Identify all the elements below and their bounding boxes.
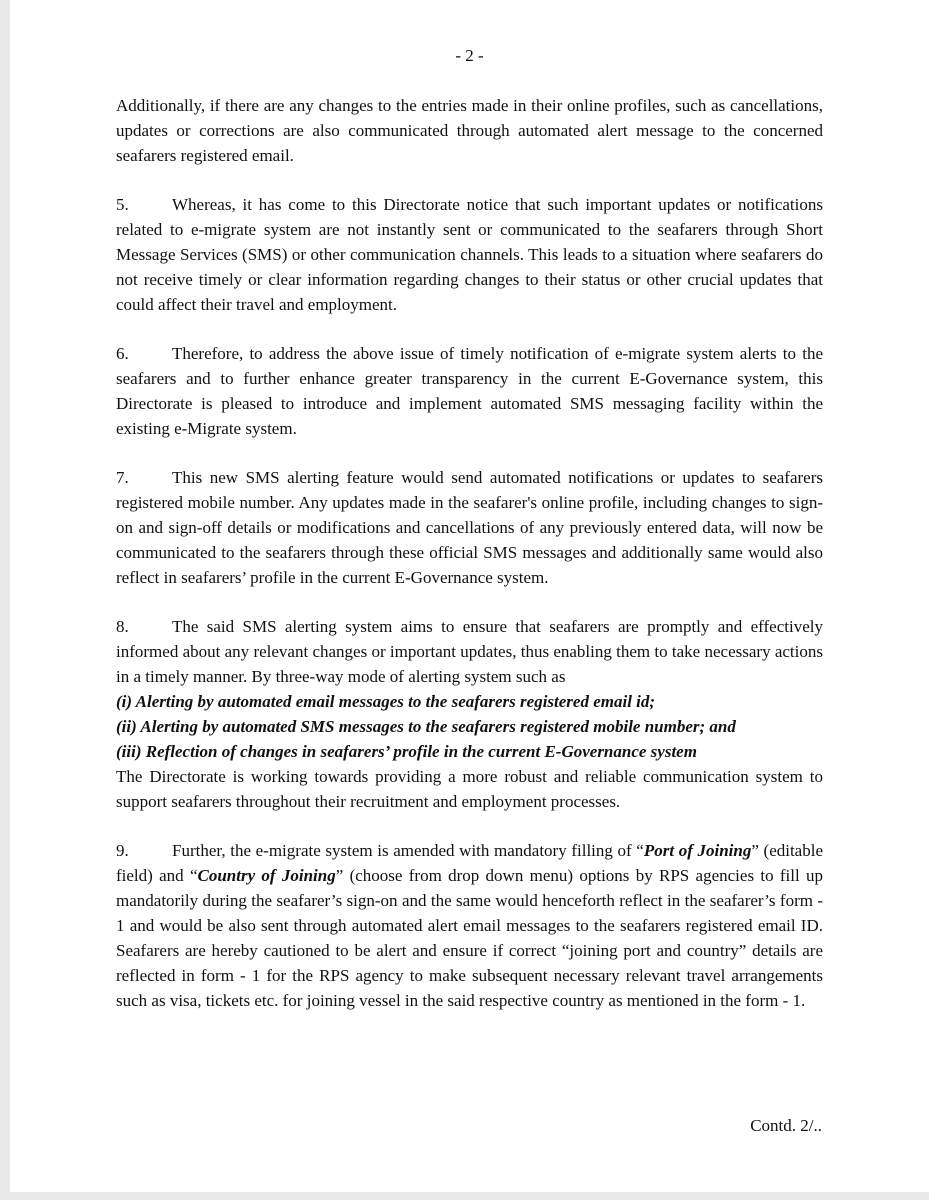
- document-body: [116, 93, 823, 1037]
- paragraph-intro: Additionally, if there are any changes to the entries made in their online profiles, such as cancellations, updates or corrections are also communicated through automated alert message to the concerned seafarers registered email.: [116, 96, 823, 165]
- paragraph-9-text-a: Further, the e-migrate system is amended with mandatory filling of “: [172, 841, 644, 860]
- paragraph-8-closing: The Directorate is working towards providing a more robust and reliable communication system to support seafarers throughout their recruitment and employment processes.: [116, 767, 823, 811]
- paragraph-5-number: 5.: [116, 195, 129, 214]
- alert-mode-email: (i) Alerting by automated email messages to the seafarers registered email id;: [116, 692, 656, 711]
- continued-note: Contd. 2/..: [750, 1116, 822, 1135]
- document-page: [10, 0, 929, 1192]
- page-number: - 2 -: [455, 46, 484, 65]
- alert-mode-profile: (iii) Reflection of changes in seafarers’ profile in the current E-Governance system: [116, 742, 697, 761]
- paragraph-8-number: 8.: [116, 617, 129, 636]
- paragraph-6-text: Therefore, to address the above issue of timely notification of e-migrate system alerts to the seafarers and to further enhance greater transparency in the current E-Governance system, this Directorate is pleased to introduce and implement automated SMS messaging facility within the existing e-Migrate system.: [116, 344, 823, 438]
- paragraph-9-number: 9.: [116, 841, 129, 860]
- paragraph-5: [116, 192, 823, 317]
- paragraph-9-text-c: ” (editable field) and “: [116, 841, 823, 885]
- paragraph-7-text: This new SMS alerting feature would send automated notifications or updates to seafarers registered mobile number. Any updates made in the seafarer's online profile, including changes to sign-on and sign-off details or modifications and cancellations of any previously entered data, will now be communicated to the seafarers through these official SMS messages and additionally same would also reflect in seafarers’ profile in the current E-Governance system.: [116, 468, 823, 587]
- paragraph-6-number: 6.: [116, 344, 129, 363]
- paragraph-9-text-e: ” (choose from drop down menu) options by RPS agencies to fill up mandatorily during the seafarer’s sign-on and the same would henceforth reflect in the seafarer’s form - 1 and would be also sent through automated alert email messages to the seafarers registered email ID. Seafarers are hereby cautioned to be alert and ensure if correct “joining port and country” details are reflected in form - 1 for the RPS agency to make subsequent necessary relevant travel arrangements such as visa, tickets etc. for joining vessel in the said respective country as mentioned in the form - 1.: [116, 866, 823, 1010]
- port-of-joining-term: Port of Joining: [643, 841, 752, 860]
- country-of-joining-term: Country of Joining: [197, 866, 336, 885]
- paragraph-7-number: 7.: [116, 468, 129, 487]
- paragraph-7: [116, 465, 823, 590]
- paragraph-8: [116, 614, 823, 814]
- paragraph-6: [116, 341, 823, 441]
- paragraph-9: [116, 838, 823, 1013]
- paragraph-5-text: Whereas, it has come to this Directorate notice that such important updates or notifications related to e-migrate system are not instantly sent or communicated to the seafarers through Short Message Services (SMS) or other communication channels. This leads to a situation where seafarers do not receive timely or clear information regarding changes to their status or other crucial updates that could affect their travel and employment.: [116, 195, 823, 314]
- alert-mode-sms: (ii) Alerting by automated SMS messages to the seafarers registered mobile number; and: [116, 717, 736, 736]
- paragraph-8-text: The said SMS alerting system aims to ensure that seafarers are promptly and effectively informed about any relevant changes or important updates, thus enabling them to take necessary actions in a timely manner. By three-way mode of alerting system such as: [116, 617, 823, 686]
